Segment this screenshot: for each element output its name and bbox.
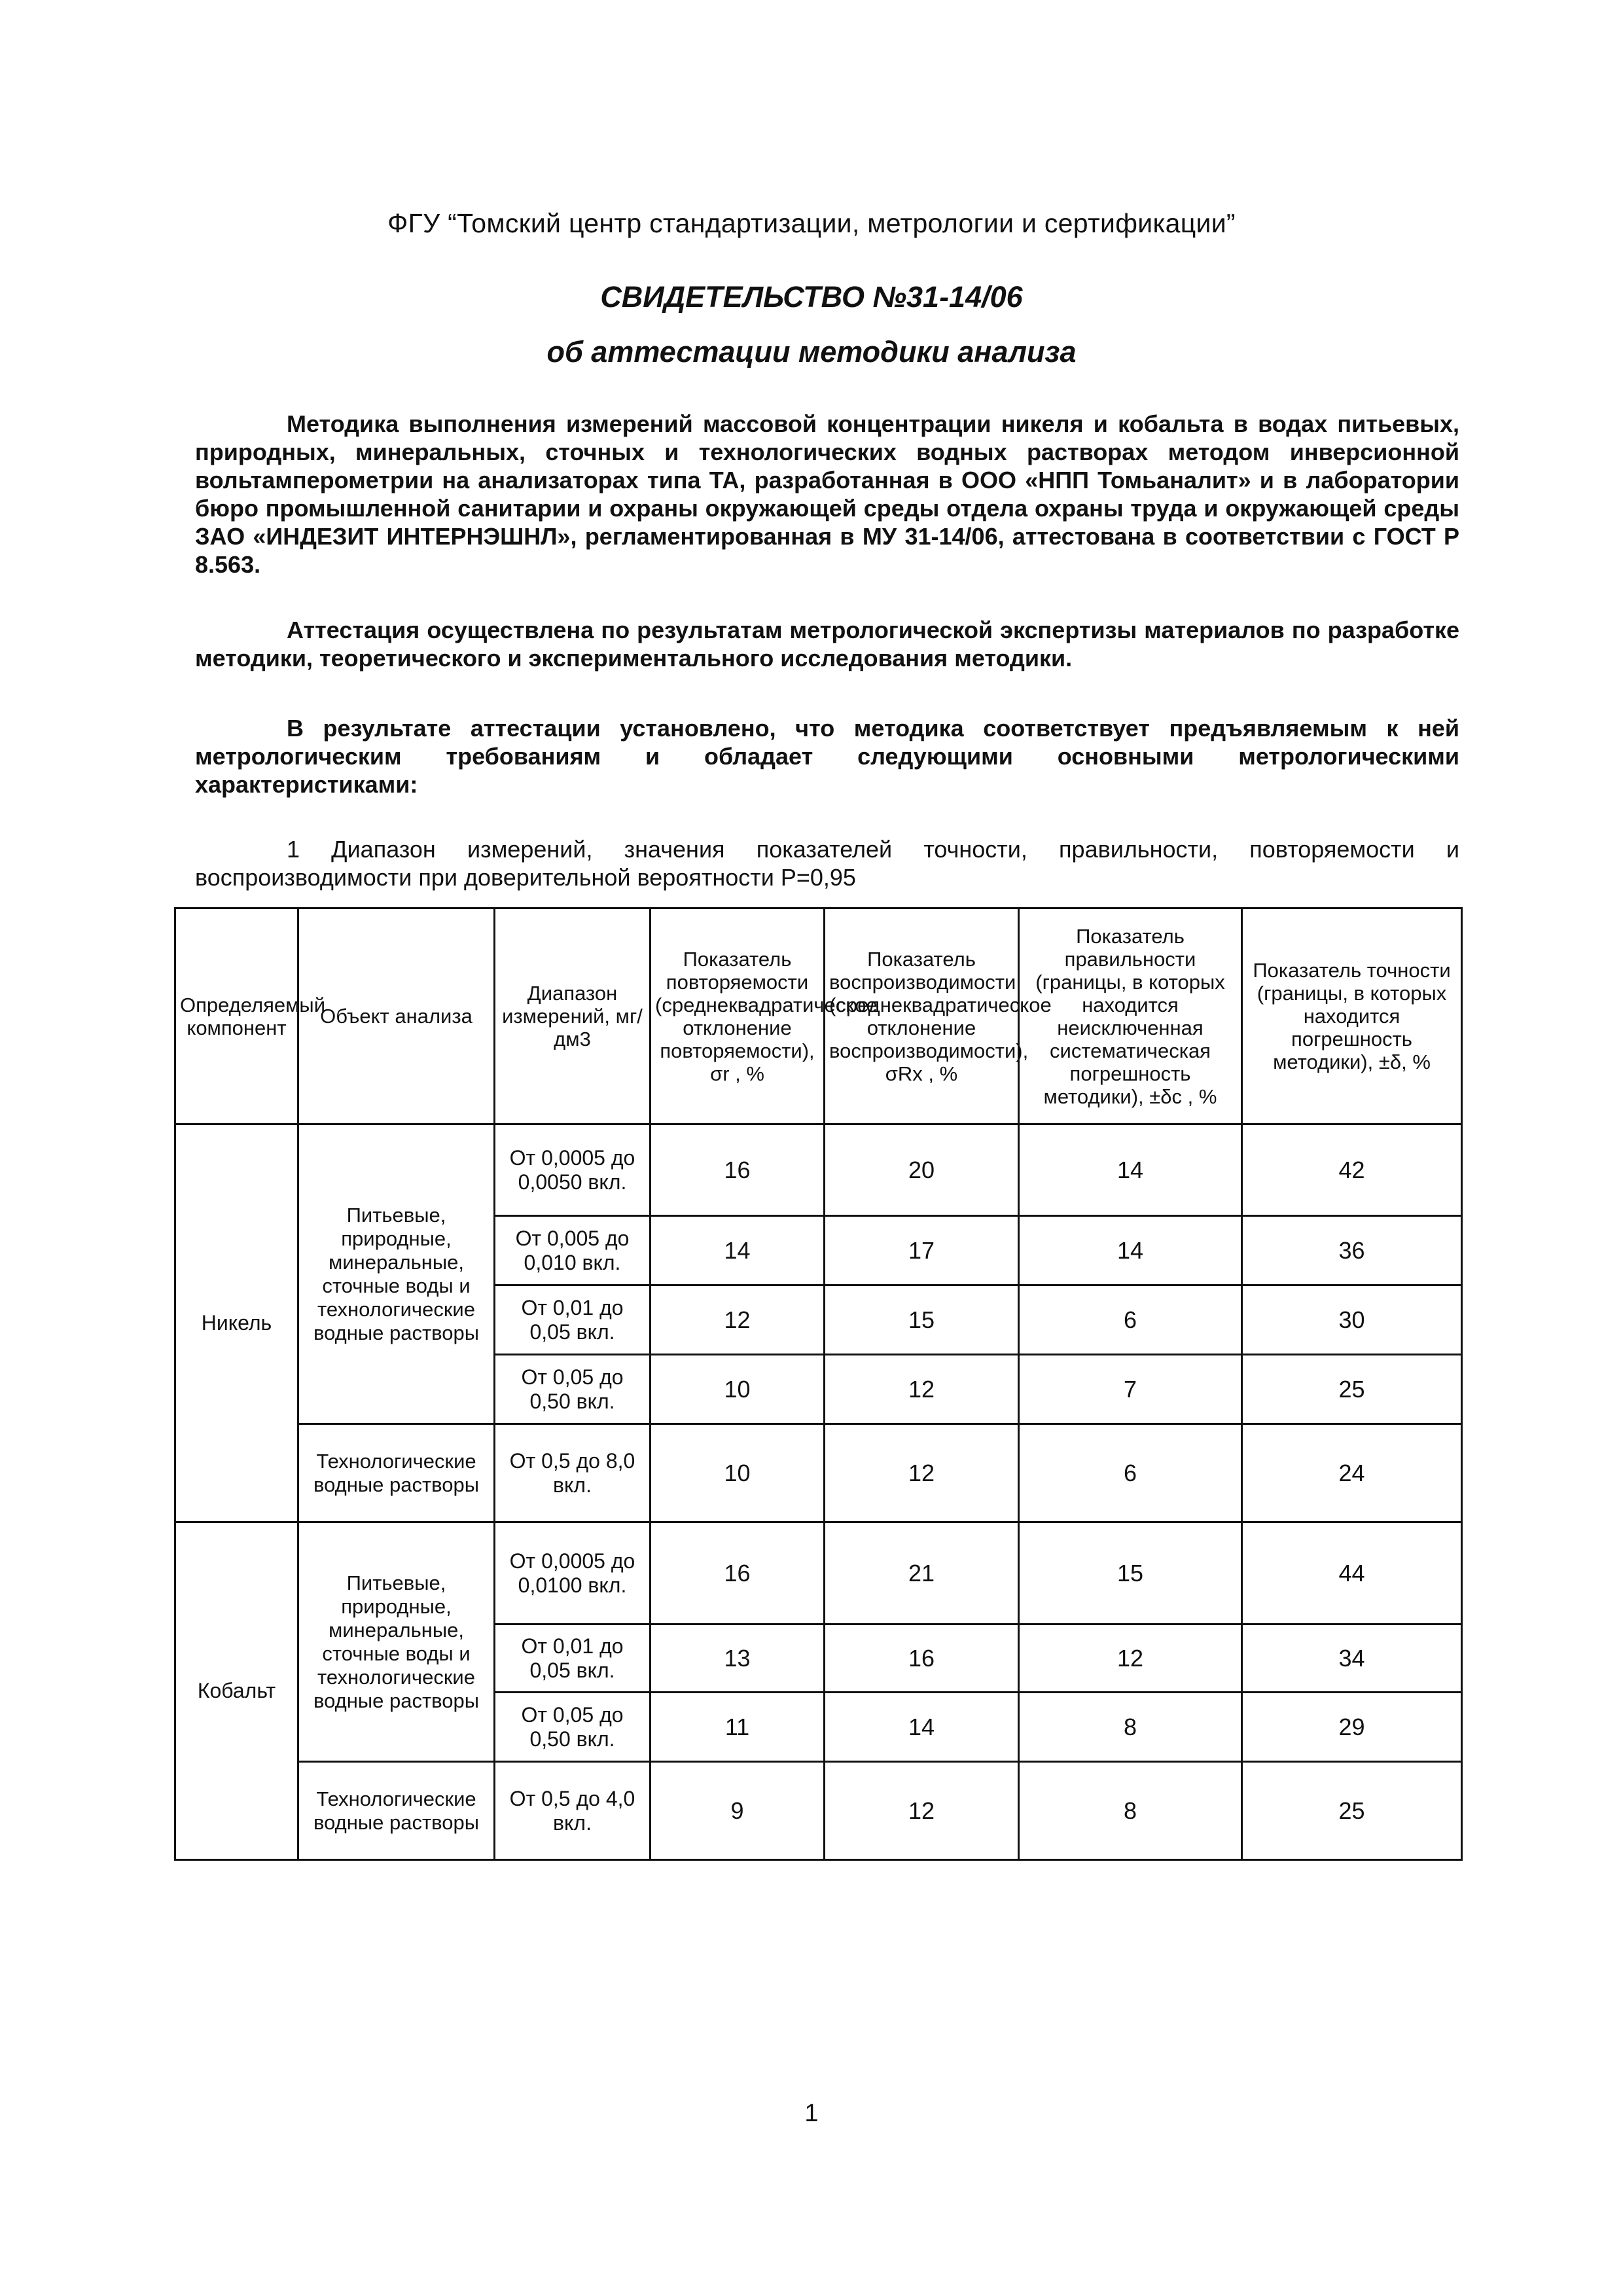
reproducibility-cell: 20 xyxy=(825,1124,1019,1216)
range-cell: От 0,0005 до 0,0050 вкл. xyxy=(495,1124,651,1216)
reproducibility-cell: 14 xyxy=(825,1693,1019,1762)
repeatability-cell: 16 xyxy=(651,1522,825,1624)
table-caption-text: 1 Диапазон измерений, значения показателей точности, правильности, повторяемости и воспроизводимости при доверительной вероятности P=0,95 xyxy=(195,836,1459,891)
accuracy-cell: 36 xyxy=(1242,1216,1462,1285)
trueness-cell: 8 xyxy=(1019,1762,1242,1860)
header-accuracy: Показатель точности (границы, в которых находится погрешность методики), ±δ, % xyxy=(1242,908,1462,1124)
accuracy-cell: 24 xyxy=(1242,1424,1462,1522)
range-cell: От 0,005 до 0,010 вкл. xyxy=(495,1216,651,1285)
paragraph-attestation-result xyxy=(195,714,1459,798)
component-nickel: Никель xyxy=(175,1124,298,1522)
header-object: Объект анализа xyxy=(298,908,495,1124)
header-range: Диапазон измерений, мг/дм3 xyxy=(495,908,651,1124)
reproducibility-cell: 12 xyxy=(825,1424,1019,1522)
repeatability-cell: 10 xyxy=(651,1355,825,1424)
repeatability-cell: 10 xyxy=(651,1424,825,1522)
trueness-cell: 6 xyxy=(1019,1424,1242,1522)
range-cell: От 0,05 до 0,50 вкл. xyxy=(495,1693,651,1762)
metrology-table xyxy=(174,907,1463,1861)
reproducibility-cell: 12 xyxy=(825,1762,1019,1860)
table-header-row xyxy=(175,908,1462,1124)
trueness-cell: 15 xyxy=(1019,1522,1242,1624)
organization-name: ФГУ “Томский центр стандартизации, метрологии и сертификации” xyxy=(387,208,1236,238)
accuracy-cell: 25 xyxy=(1242,1355,1462,1424)
certificate-subtitle: об аттестации методики анализа xyxy=(546,335,1077,368)
trueness-cell: 7 xyxy=(1019,1355,1242,1424)
paragraph-3-text: В результате аттестации установлено, что методика соответствует предъявляемым к ней метрологическим требованиям и обладает следующими основными метрологическими характеристиками: xyxy=(195,715,1459,798)
range-cell: От 0,5 до 8,0 вкл. xyxy=(495,1424,651,1522)
trueness-cell: 12 xyxy=(1019,1624,1242,1693)
repeatability-cell: 13 xyxy=(651,1624,825,1693)
object-nickel-waters: Питьевые, природные, минеральные, сточные воды и технологические водные растворы xyxy=(298,1124,495,1424)
trueness-cell: 8 xyxy=(1019,1693,1242,1762)
accuracy-cell: 42 xyxy=(1242,1124,1462,1216)
trueness-cell: 14 xyxy=(1019,1124,1242,1216)
component-cobalt: Кобальт xyxy=(175,1522,298,1860)
range-cell: От 0,01 до 0,05 вкл. xyxy=(495,1285,651,1355)
accuracy-cell: 30 xyxy=(1242,1285,1462,1355)
accuracy-cell: 34 xyxy=(1242,1624,1462,1693)
range-cell: От 0,05 до 0,50 вкл. xyxy=(495,1355,651,1424)
object-cobalt-waters: Питьевые, природные, минеральные, сточные воды и технологические водные растворы xyxy=(298,1522,495,1762)
reproducibility-cell: 17 xyxy=(825,1216,1019,1285)
repeatability-cell: 9 xyxy=(651,1762,825,1860)
object-cobalt-technological: Технологические водные растворы xyxy=(298,1762,495,1860)
repeatability-cell: 12 xyxy=(651,1285,825,1355)
paragraph-method-description xyxy=(195,410,1459,579)
trueness-cell: 14 xyxy=(1019,1216,1242,1285)
range-cell: От 0,01 до 0,05 вкл. xyxy=(495,1624,651,1693)
reproducibility-cell: 15 xyxy=(825,1285,1019,1355)
paragraph-2-text: Аттестация осуществлена по результатам метрологической экспертизы материалов по разработке методики, теоретического и экспериментального исследования методики. xyxy=(195,617,1459,672)
header-component: Определяемый компонент xyxy=(175,908,298,1124)
table-row xyxy=(175,1762,1462,1860)
accuracy-cell: 29 xyxy=(1242,1693,1462,1762)
header-reproducibility: Показатель воспроизводимости (среднеквадратическое отклонение воспроизводимости), σRx , % xyxy=(825,908,1019,1124)
reproducibility-cell: 12 xyxy=(825,1355,1019,1424)
accuracy-cell: 44 xyxy=(1242,1522,1462,1624)
table-row xyxy=(175,1424,1462,1522)
range-cell: От 0,0005 до 0,0100 вкл. xyxy=(495,1522,651,1624)
repeatability-cell: 16 xyxy=(651,1124,825,1216)
table-caption xyxy=(195,835,1459,891)
page-number: 1 xyxy=(804,2100,819,2127)
certificate-title: СВИДЕТЕЛЬСТВО №31-14/06 xyxy=(600,280,1023,314)
header-repeatability: Показатель повторяемости (среднеквадратическое отклонение повторяемости), σr , % xyxy=(651,908,825,1124)
paragraph-1-text: Методика выполнения измерений массовой концентрации никеля и кобальта в водах питьевых, природных, минеральных, сточных и технологических водных растворах методом инверсионной вольтамперометрии на анализаторах типа ТА, разработанная в ООО «НПП Томьаналит» и в лаборатории бюро промышленной санитарии и охраны окружающей среды отдела охраны труда и окружающей среды ЗАО «ИНДЕЗИТ ИНТЕРНЭШНЛ», регламентированная в МУ 31-14/06, аттестована в соответствии с ГОСТ Р 8.563. xyxy=(195,410,1459,578)
object-nickel-technological: Технологические водные растворы xyxy=(298,1424,495,1522)
table-row xyxy=(175,1124,1462,1216)
repeatability-cell: 14 xyxy=(651,1216,825,1285)
accuracy-cell: 25 xyxy=(1242,1762,1462,1860)
table-row xyxy=(175,1522,1462,1624)
header-trueness: Показатель правильности (границы, в которых находится неисключенная систематическая погрешность методики), ±δc , % xyxy=(1019,908,1242,1124)
trueness-cell: 6 xyxy=(1019,1285,1242,1355)
repeatability-cell: 11 xyxy=(651,1693,825,1762)
reproducibility-cell: 16 xyxy=(825,1624,1019,1693)
reproducibility-cell: 21 xyxy=(825,1522,1019,1624)
range-cell: От 0,5 до 4,0 вкл. xyxy=(495,1762,651,1860)
paragraph-attestation-basis xyxy=(195,616,1459,672)
